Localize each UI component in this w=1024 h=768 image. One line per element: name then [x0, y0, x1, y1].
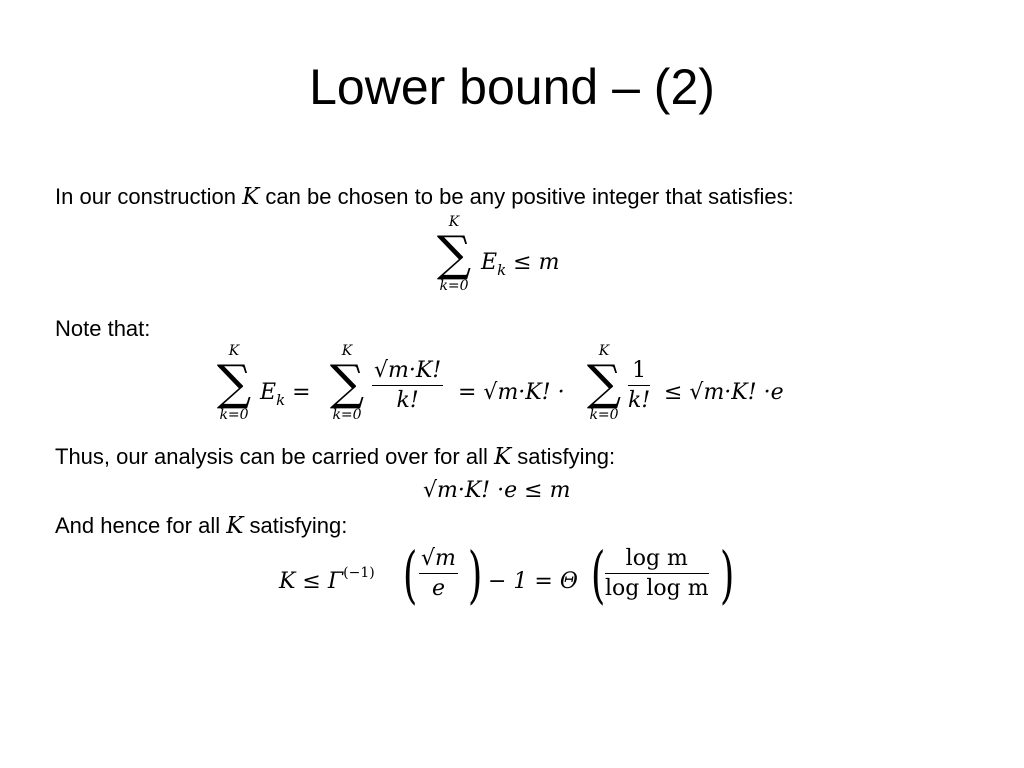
eq1-rhs: $E_k \le m$ [481, 250, 560, 279]
eq2-fraction-1: $\frac{√m\cdot K!}{k!}$ [374, 358, 442, 413]
hence-text: And hence for all K satisfying: [55, 513, 348, 539]
eq2-fraction-2: $\frac{1}{k!}$ [628, 358, 651, 413]
sum-symbol-1: K ∑ k=0 [216, 343, 252, 423]
left-paren-1: ( [402, 538, 418, 611]
note-text: Note that: [55, 316, 151, 341]
sum-symbol: K ∑ k=0 [436, 214, 472, 294]
eq2-tail: ≤ √m·K! ·e [664, 380, 784, 405]
right-paren-2: ) [719, 538, 735, 611]
sum-symbol-3: K ∑ k=0 [586, 343, 622, 423]
thus-text: Thus, our analysis can be carried over for all K satisfying: [55, 444, 616, 470]
eq4-fraction-1: $\frac{√m}{e}$ [421, 546, 456, 601]
slide-title: Lower bound – (2) [309, 59, 715, 115]
right-paren-1: ) [467, 538, 483, 611]
thus-var-k: K [493, 444, 512, 470]
intro-text-pre: In our construction [55, 184, 243, 209]
intro-var-k: K [242, 184, 260, 210]
equation-condition: √m·K! ·e ≤ m [423, 478, 571, 503]
eq4-middle: − 1 = Θ [488, 569, 578, 594]
eq2-lhs: $E_k$ = [260, 380, 311, 409]
sum-symbol-2: K ∑ k=0 [329, 343, 365, 423]
hence-var-k: K [226, 513, 244, 539]
intro-text [55, 184, 794, 210]
left-paren-2: ( [590, 538, 606, 611]
intro-text-post: can be chosen to be any positive integer that satisfies: [259, 184, 794, 209]
eq2-middle: = √m·K! · [458, 380, 565, 405]
eq4-fraction-2: $\frac{\text{log m}}{\text{log log m}}$ [605, 546, 709, 601]
eq4-lhs: $K \le \Gamma^{(-1)}$ [279, 565, 375, 594]
